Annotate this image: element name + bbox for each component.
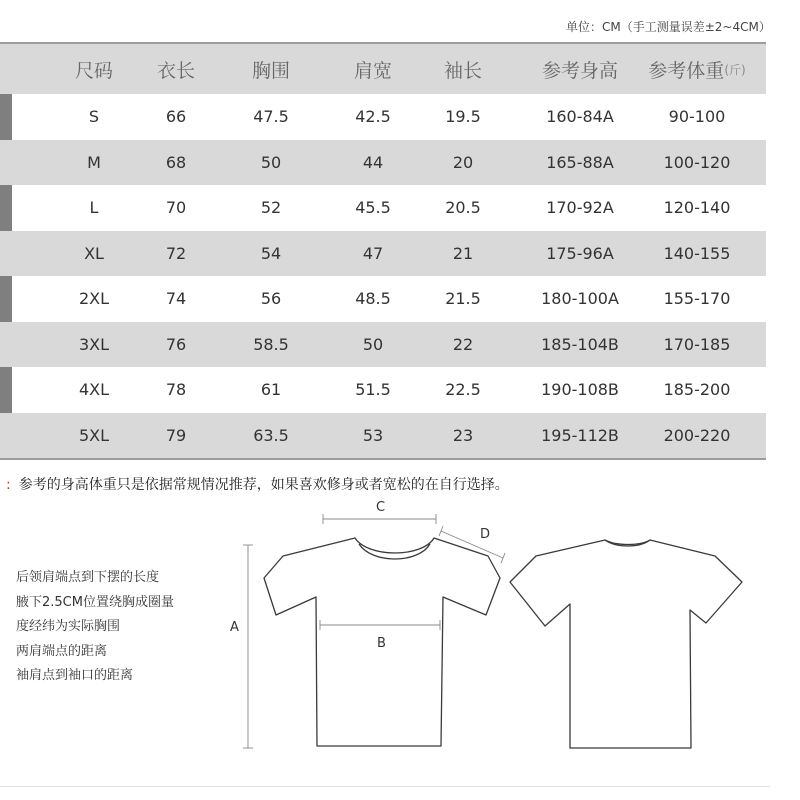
- cell-shoulder: 53: [362, 425, 384, 445]
- cell-chest: 54: [260, 243, 282, 263]
- cell-sleeve: 22.5: [445, 380, 481, 400]
- cell-shoulder: 47: [362, 243, 384, 263]
- cell-height: 170-92A: [546, 198, 614, 218]
- cell-height: 180-100A: [541, 289, 619, 309]
- cell-chest: 63.5: [253, 425, 289, 445]
- cell-size: 2XL: [78, 289, 110, 309]
- cell-height: 160-84A: [546, 107, 614, 127]
- cell-length: 76: [165, 334, 187, 354]
- cell-sleeve: 20: [452, 152, 474, 172]
- cell-weight: 90-100: [668, 107, 726, 127]
- footer-divider: [0, 786, 770, 787]
- dim-d-tick-bottom: [501, 553, 505, 563]
- legend-shoulder: 两肩端点的距离: [16, 643, 108, 659]
- cell-size: M: [87, 152, 101, 172]
- cell-length: 66: [165, 107, 187, 127]
- cell-height: 190-108B: [541, 380, 619, 400]
- cell-shoulder: 42.5: [355, 107, 391, 127]
- legend-length: 后领肩端点到下摆的长度: [16, 570, 160, 585]
- dim-c-label: C: [376, 500, 386, 515]
- dim-d-label: D: [480, 527, 491, 542]
- cell-weight: 200-220: [663, 425, 731, 445]
- cell-sleeve: 20.5: [445, 198, 481, 218]
- header-chest: 胸围: [251, 59, 290, 82]
- cell-shoulder: 48.5: [355, 289, 391, 309]
- cell-chest: 47.5: [253, 107, 289, 127]
- cell-length: 70: [165, 198, 187, 218]
- cell-length: 72: [165, 243, 187, 263]
- cell-height: 165-88A: [546, 152, 614, 172]
- cell-weight: 140-155: [663, 243, 731, 263]
- cell-length: 79: [165, 425, 187, 445]
- cell-size: S: [88, 107, 100, 127]
- cell-size: 5XL: [78, 425, 110, 445]
- cell-length: 78: [165, 380, 187, 400]
- cell-chest: 56: [260, 289, 282, 309]
- remark-prefix: :: [6, 477, 11, 493]
- header-height: 参考身高: [541, 59, 618, 82]
- header-weight-label: 参考体重: [648, 59, 725, 82]
- cell-chest: 52: [260, 198, 282, 218]
- header-shoulder: 肩宽: [353, 59, 392, 82]
- cell-shoulder: 51.5: [355, 380, 391, 400]
- header-weight-unit: (斤): [724, 62, 746, 77]
- dim-d-tick-top: [439, 526, 443, 536]
- header-length: 衣长: [156, 59, 195, 82]
- legend-chest-1: 腋下2.5CM位置绕胸成圈量: [16, 594, 174, 610]
- cell-size: L: [89, 198, 99, 218]
- cell-weight: 170-185: [663, 334, 731, 354]
- cell-shoulder: 44: [362, 152, 384, 172]
- cell-weight: 100-120: [663, 152, 731, 172]
- cell-sleeve: 19.5: [445, 107, 481, 127]
- back-tshirt-shape: [510, 540, 742, 748]
- legend-sleeve: 袖肩点到袖口的距离: [16, 668, 134, 684]
- cell-chest: 61: [260, 380, 282, 400]
- header-sleeve: 袖长: [443, 59, 482, 82]
- cell-height: 185-104B: [541, 334, 619, 354]
- cell-sleeve: 23: [452, 425, 474, 445]
- unit-note: 单位：CM（手工测量误差±2~4CM）: [566, 20, 771, 34]
- cell-length: 74: [165, 289, 187, 309]
- dim-b-label: B: [377, 636, 386, 651]
- cell-sleeve: 22: [452, 334, 474, 354]
- cell-size: XL: [84, 243, 104, 263]
- cell-shoulder: 45.5: [355, 198, 391, 218]
- cell-shoulder: 50: [362, 334, 384, 354]
- remark-text: 参考的身高体重只是依据常规情况推荐，如果喜欢修身或者宽松的在自行选择。: [18, 477, 509, 493]
- cell-length: 68: [165, 152, 187, 172]
- header-size: 尺码: [74, 59, 113, 82]
- cell-weight: 120-140: [663, 198, 731, 218]
- cell-weight: 155-170: [663, 289, 731, 309]
- cell-sleeve: 21.5: [445, 289, 481, 309]
- cell-sleeve: 21: [452, 243, 474, 263]
- cell-size: 3XL: [78, 334, 110, 354]
- cell-chest: 50: [260, 152, 282, 172]
- dim-a-label: A: [230, 620, 239, 635]
- cell-chest: 58.5: [253, 334, 289, 354]
- cell-height: 195-112B: [541, 425, 619, 445]
- cell-height: 175-96A: [546, 243, 614, 263]
- legend-chest-2: 度经纬为实际胸围: [16, 619, 121, 635]
- cell-size: 4XL: [78, 380, 110, 400]
- cell-weight: 185-200: [663, 380, 731, 400]
